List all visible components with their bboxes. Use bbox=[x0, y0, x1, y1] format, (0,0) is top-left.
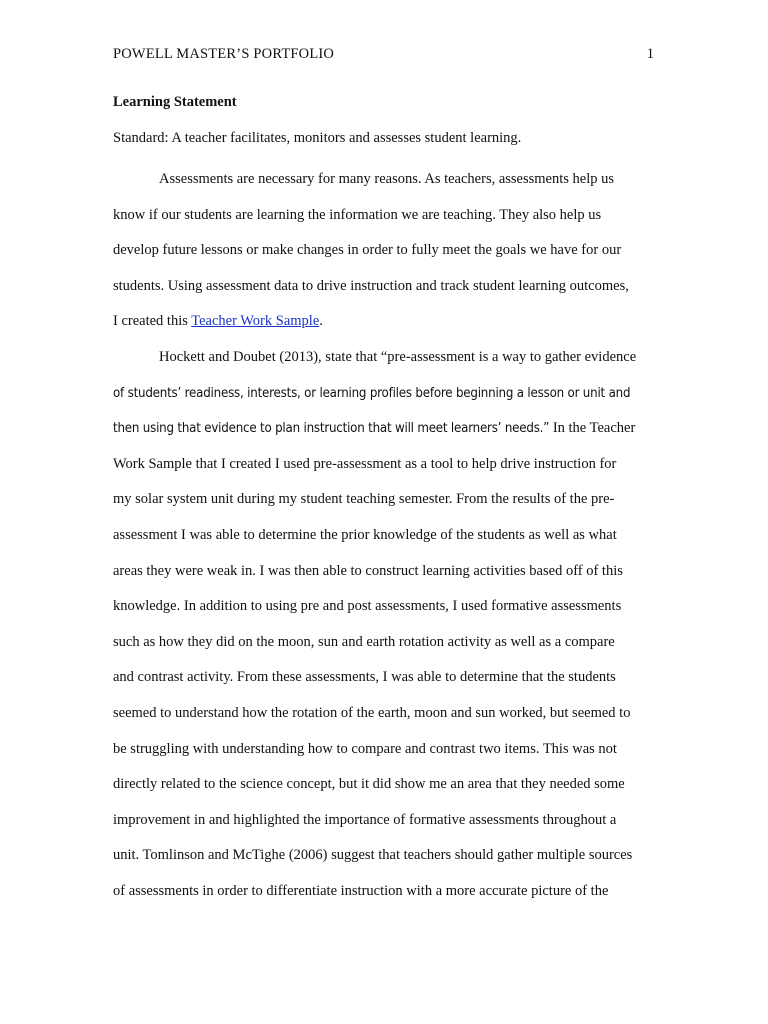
standard-statement: Standard: A teacher facilitates, monitors and assesses student learning. bbox=[113, 130, 522, 146]
paragraph-line: such as how they did on the moon, sun and earth rotation activity as well as a compare bbox=[113, 633, 615, 650]
running-head: POWELL MASTER’S PORTFOLIO bbox=[113, 46, 335, 62]
paragraph-line: of assessments in order to differentiate instruction with a more accurate picture of the bbox=[113, 882, 609, 899]
quote-continuation: In the Teacher bbox=[549, 420, 636, 437]
link-suffix: . bbox=[319, 313, 323, 330]
paragraph-line: and contrast activity. From these assessments, I was able to determine that the students bbox=[113, 669, 616, 686]
paragraph-line: directly related to the science concept, but it did show me an area that they needed some bbox=[113, 776, 625, 793]
quote-text: of students’ readiness, interests, or learning profiles before beginning a lesson or unit and bbox=[113, 385, 631, 401]
quote-citation-text: Hockett and Doubet (2013), state that “pre-assessment is a way to gather evidence bbox=[159, 348, 637, 365]
paragraph-line: my solar system unit during my student teaching semester. From the results of the pre- bbox=[113, 491, 615, 508]
section-heading: Learning Statement bbox=[113, 94, 237, 110]
paragraph-line: develop future lessons or make changes in order to fully meet the goals we have for our bbox=[113, 242, 622, 259]
paragraph-line: seemed to understand how the rotation of the earth, moon and sun worked, but seemed to bbox=[113, 704, 631, 721]
page-number: 1 bbox=[646, 46, 654, 62]
paragraph-line: know if our students are learning the information we are teaching. They also help us bbox=[113, 206, 602, 223]
paragraph-line: unit. Tomlinson and McTighe (2006) suggest that teachers should gather multiple sources bbox=[113, 847, 633, 864]
paragraph-line bbox=[113, 340, 658, 376]
paragraph-line-quote bbox=[113, 376, 658, 412]
paragraph-line: be struggling with understanding how to compare and contrast two items. This was not bbox=[113, 740, 617, 757]
paragraph-line: Work Sample that I created I used pre-assessment as a tool to help drive instruction for bbox=[113, 455, 617, 472]
paragraph-line: assessment I was able to determine the prior knowledge of the students as well as what bbox=[113, 526, 617, 543]
paragraph-1 bbox=[113, 162, 658, 340]
paragraph-line-with-link bbox=[113, 304, 658, 340]
paragraph-line: areas they were weak in. I was then able to construct learning activities based off of this bbox=[113, 562, 623, 579]
quote-text: then using that evidence to plan instruction that will meet learners’ needs.” bbox=[113, 421, 550, 437]
paragraph-line: Assessments are necessary for many reasons. As teachers, assessments help us bbox=[159, 171, 615, 187]
teacher-work-sample-link[interactable]: Teacher Work Sample bbox=[191, 313, 320, 330]
document-body bbox=[113, 91, 658, 909]
link-prefix: I created this bbox=[113, 313, 192, 330]
paragraph-2 bbox=[113, 340, 658, 910]
paragraph-line-quote bbox=[113, 411, 658, 447]
paragraph-line: improvement in and highlighted the importance of formative assessments throughout a bbox=[113, 811, 617, 828]
paragraph-line: knowledge. In addition to using pre and post assessments, I used formative assessments bbox=[113, 598, 622, 615]
paragraph-line: students. Using assessment data to drive instruction and track student learning outcomes, bbox=[113, 277, 629, 294]
